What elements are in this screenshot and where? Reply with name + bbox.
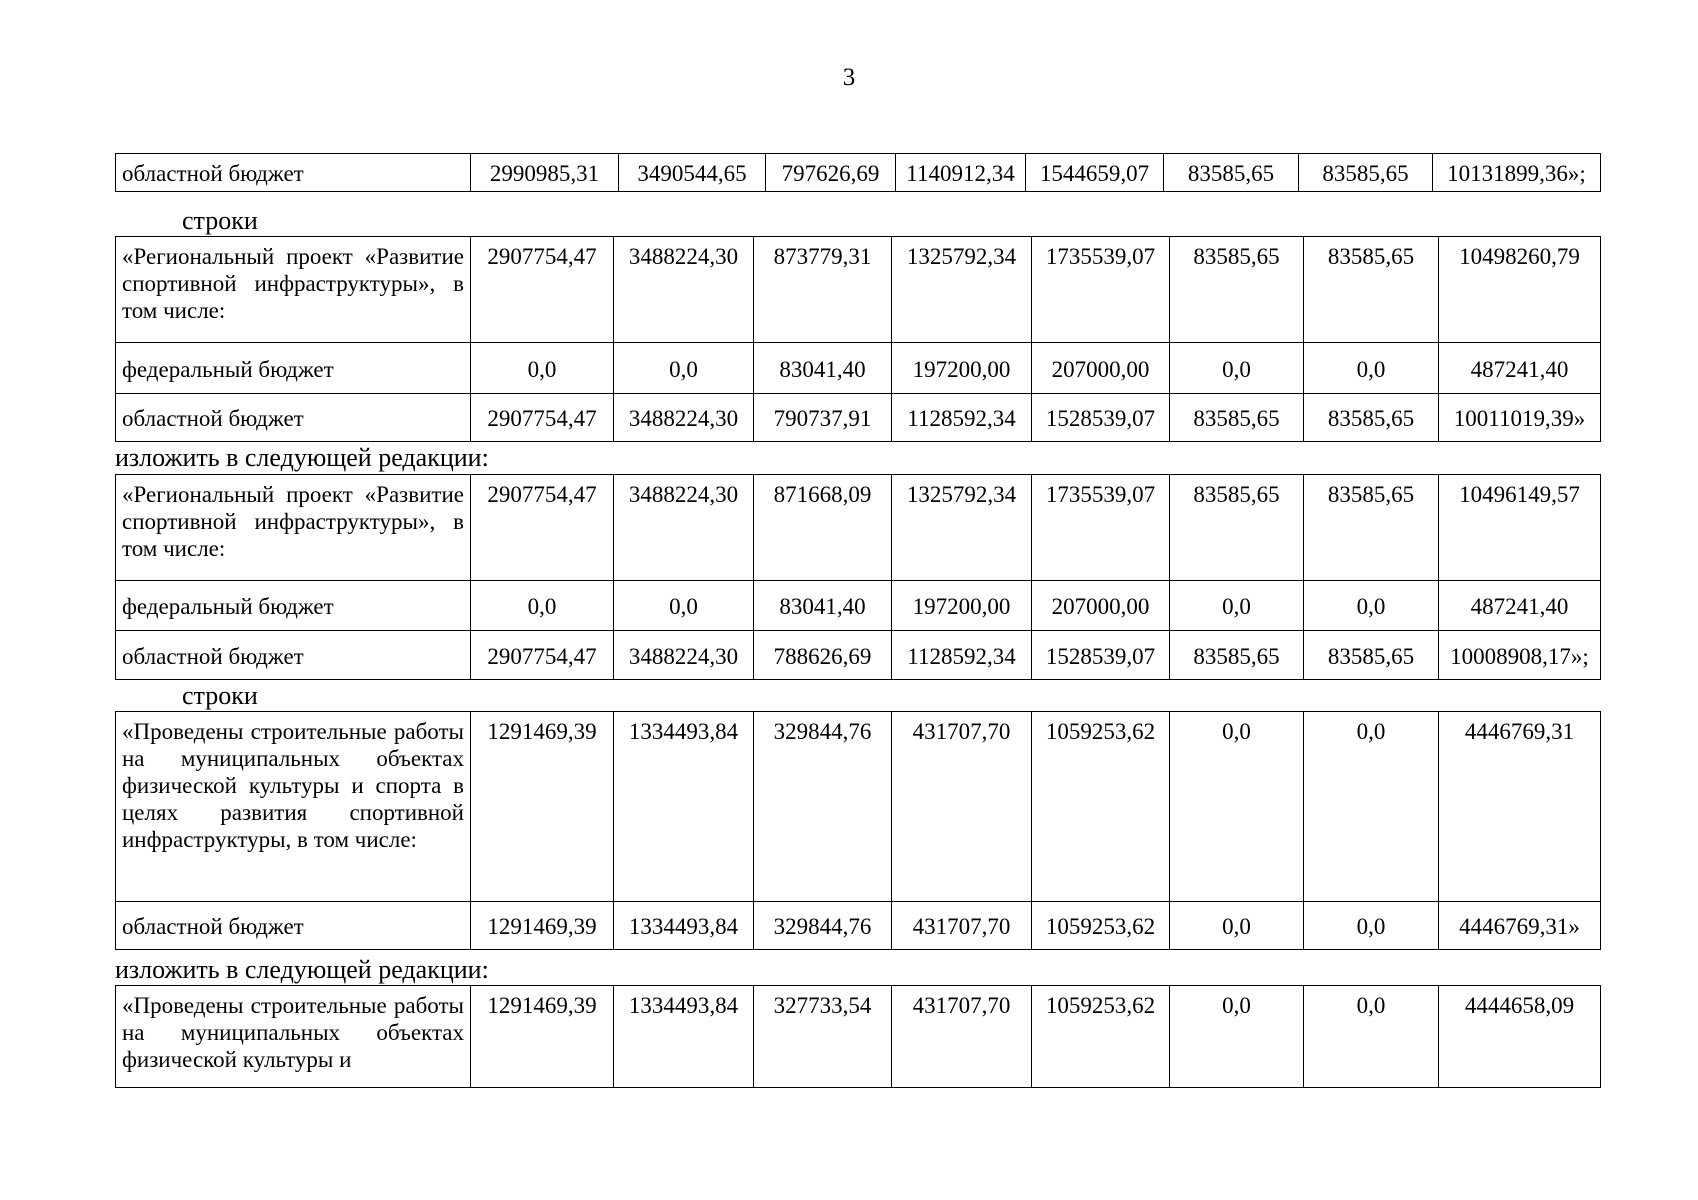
cell-value: 83585,65 bbox=[1170, 394, 1304, 442]
cell-value: 1325792,34 bbox=[892, 475, 1032, 581]
cell-value: 10008908,17»; bbox=[1439, 631, 1601, 680]
cell-value: 83585,65 bbox=[1170, 475, 1304, 581]
table-row bbox=[116, 154, 1601, 192]
table-row bbox=[116, 986, 1601, 1088]
budget-table-2 bbox=[115, 236, 1601, 442]
cell-value: 431707,70 bbox=[892, 902, 1032, 950]
cell-value: 1291469,39 bbox=[471, 712, 614, 902]
row-label: областной бюджет bbox=[116, 631, 471, 680]
cell-value: 4444658,09 bbox=[1439, 986, 1601, 1088]
cell-value: 329844,76 bbox=[754, 712, 892, 902]
row-label: «Проведены строительные работы на муниципальных объектах физической культуры и bbox=[116, 986, 471, 1088]
cell-value: 83585,65 bbox=[1304, 394, 1439, 442]
row-label: областной бюджет bbox=[116, 394, 471, 442]
cell-value: 2990985,31 bbox=[471, 154, 619, 192]
cell-value: 0,0 bbox=[471, 343, 614, 394]
page-number: 3 bbox=[842, 64, 856, 91]
cell-value: 487241,40 bbox=[1439, 581, 1601, 631]
cell-value: 83585,65 bbox=[1304, 237, 1439, 343]
budget-table-4 bbox=[115, 711, 1601, 950]
cell-value: 3488224,30 bbox=[614, 394, 754, 442]
cell-value: 1544659,07 bbox=[1026, 154, 1164, 192]
cell-value: 0,0 bbox=[1170, 902, 1304, 950]
cell-value: 1291469,39 bbox=[471, 902, 614, 950]
cell-value: 10496149,57 bbox=[1439, 475, 1601, 581]
cell-value: 431707,70 bbox=[892, 986, 1032, 1088]
cell-value: 1528539,07 bbox=[1032, 394, 1170, 442]
table-row bbox=[116, 475, 1601, 581]
table-row bbox=[116, 902, 1601, 950]
row-label: «Проведены строительные работы на муниципальных объектах физической культуры и спорта в целях развития спортивной инфраструктуры, в том числе: bbox=[116, 712, 471, 902]
caption-stroki: строки bbox=[182, 206, 258, 235]
cell-value: 1059253,62 bbox=[1032, 986, 1170, 1088]
cell-value: 1325792,34 bbox=[892, 237, 1032, 343]
cell-value: 1059253,62 bbox=[1032, 712, 1170, 902]
row-label: федеральный бюджет bbox=[116, 343, 471, 394]
cell-value: 327733,54 bbox=[754, 986, 892, 1088]
cell-value: 197200,00 bbox=[892, 581, 1032, 631]
cell-value: 83585,65 bbox=[1170, 631, 1304, 680]
budget-table-5 bbox=[115, 985, 1601, 1088]
cell-value: 0,0 bbox=[1170, 712, 1304, 902]
table-row bbox=[116, 343, 1601, 394]
cell-value: 1334493,84 bbox=[614, 986, 754, 1088]
cell-value: 0,0 bbox=[1304, 986, 1439, 1088]
cell-value: 797626,69 bbox=[766, 154, 896, 192]
cell-value: 0,0 bbox=[471, 581, 614, 631]
cell-value: 3490544,65 bbox=[619, 154, 766, 192]
table-row bbox=[116, 237, 1601, 343]
cell-value: 0,0 bbox=[614, 581, 754, 631]
caption-izlozhit: изложить в следующей редакции: bbox=[115, 443, 489, 472]
cell-value: 83585,65 bbox=[1304, 475, 1439, 581]
cell-value: 83585,65 bbox=[1304, 631, 1439, 680]
cell-value: 1059253,62 bbox=[1032, 902, 1170, 950]
cell-value: 3488224,30 bbox=[614, 237, 754, 343]
cell-value: 2907754,47 bbox=[471, 237, 614, 343]
cell-value: 0,0 bbox=[1304, 343, 1439, 394]
cell-value: 1140912,34 bbox=[896, 154, 1026, 192]
cell-value: 10131899,36»; bbox=[1433, 154, 1601, 192]
table-row bbox=[116, 712, 1601, 902]
cell-value: 207000,00 bbox=[1032, 343, 1170, 394]
budget-table-1 bbox=[115, 153, 1601, 192]
cell-value: 329844,76 bbox=[754, 902, 892, 950]
cell-value: 431707,70 bbox=[892, 712, 1032, 902]
cell-value: 871668,09 bbox=[754, 475, 892, 581]
cell-value: 2907754,47 bbox=[471, 394, 614, 442]
cell-value: 83041,40 bbox=[754, 581, 892, 631]
cell-value: 0,0 bbox=[1304, 902, 1439, 950]
cell-value: 1334493,84 bbox=[614, 902, 754, 950]
cell-value: 788626,69 bbox=[754, 631, 892, 680]
cell-value: 83585,65 bbox=[1299, 154, 1433, 192]
cell-value: 0,0 bbox=[1170, 581, 1304, 631]
cell-value: 1528539,07 bbox=[1032, 631, 1170, 680]
caption-izlozhit: изложить в следующей редакции: bbox=[115, 955, 489, 984]
cell-value: 4446769,31 bbox=[1439, 712, 1601, 902]
row-label: «Региональный проект «Развитие спортивной инфраструктуры», в том числе: bbox=[116, 237, 471, 343]
cell-value: 1128592,34 bbox=[892, 631, 1032, 680]
cell-value: 790737,91 bbox=[754, 394, 892, 442]
cell-value: 1128592,34 bbox=[892, 394, 1032, 442]
cell-value: 197200,00 bbox=[892, 343, 1032, 394]
cell-value: 873779,31 bbox=[754, 237, 892, 343]
cell-value: 83585,65 bbox=[1170, 237, 1304, 343]
row-label: областной бюджет bbox=[116, 902, 471, 950]
cell-value: 207000,00 bbox=[1032, 581, 1170, 631]
cell-value: 0,0 bbox=[1170, 343, 1304, 394]
cell-value: 2907754,47 bbox=[471, 631, 614, 680]
cell-value: 1735539,07 bbox=[1032, 475, 1170, 581]
cell-value: 0,0 bbox=[1304, 581, 1439, 631]
table-row bbox=[116, 394, 1601, 442]
cell-value: 3488224,30 bbox=[614, 631, 754, 680]
cell-value: 1334493,84 bbox=[614, 712, 754, 902]
cell-value: 83585,65 bbox=[1164, 154, 1299, 192]
cell-value: 4446769,31» bbox=[1439, 902, 1601, 950]
cell-value: 10498260,79 bbox=[1439, 237, 1601, 343]
row-label: «Региональный проект «Развитие спортивной инфраструктуры», в том числе: bbox=[116, 475, 471, 581]
cell-value: 2907754,47 bbox=[471, 475, 614, 581]
cell-value: 0,0 bbox=[1170, 986, 1304, 1088]
cell-value: 83041,40 bbox=[754, 343, 892, 394]
cell-value: 487241,40 bbox=[1439, 343, 1601, 394]
cell-value: 0,0 bbox=[614, 343, 754, 394]
cell-value: 1291469,39 bbox=[471, 986, 614, 1088]
budget-table-3 bbox=[115, 474, 1601, 680]
caption-stroki: строки bbox=[182, 681, 258, 710]
table-row bbox=[116, 581, 1601, 631]
cell-value: 0,0 bbox=[1304, 712, 1439, 902]
cell-value: 10011019,39» bbox=[1439, 394, 1601, 442]
row-label: областной бюджет bbox=[116, 154, 471, 192]
cell-value: 3488224,30 bbox=[614, 475, 754, 581]
table-row bbox=[116, 631, 1601, 680]
cell-value: 1735539,07 bbox=[1032, 237, 1170, 343]
row-label: федеральный бюджет bbox=[116, 581, 471, 631]
